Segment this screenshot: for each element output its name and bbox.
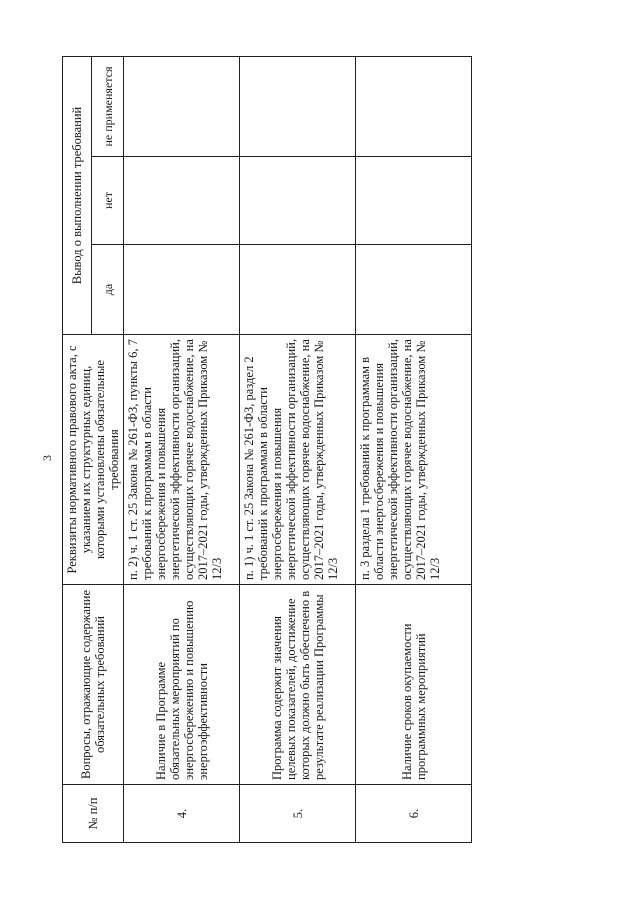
row-na-cell[interactable] xyxy=(356,56,472,156)
header-na: не применяется xyxy=(92,56,124,156)
row-no-cell[interactable] xyxy=(240,157,356,245)
table-row xyxy=(240,56,356,842)
row-yes-cell[interactable] xyxy=(356,245,472,335)
row-num: 6. xyxy=(356,785,472,843)
row-requisites: п. 3 раздела 1 требований к программам в области энергосбережения и повышения энергетической эффективности организаций, осуществляющих горячее водоснабжение, на 2017–2021 годы, утвержденных Приказом № 12/3 xyxy=(356,335,472,585)
row-num: 5. xyxy=(240,785,356,843)
header-no: нет xyxy=(92,157,124,245)
row-num: 4. xyxy=(124,785,240,843)
table-row xyxy=(356,56,472,842)
header-question: Вопросы, отражающие содержание обязательных требований xyxy=(63,585,124,785)
row-yes-cell[interactable] xyxy=(240,245,356,335)
header-num: № п/п xyxy=(63,785,124,843)
table-row xyxy=(124,56,240,842)
row-no-cell[interactable] xyxy=(356,157,472,245)
header-yes: да xyxy=(92,245,124,335)
row-na-cell[interactable] xyxy=(240,56,356,156)
row-question: Наличие сроков окупаемости программных мероприятий xyxy=(356,585,472,785)
header-requisites: Реквизиты нормативного правового акта, с указанием их структурных единиц, которыми установлены обязательные требования xyxy=(63,335,124,585)
row-requisites: п. 1) ч. 1 ст. 25 Закона № 261-ФЗ, раздел 2 требований к программам в области энергосбережения и повышения энергетической эффективности организаций, осуществляющих горячее водоснабжение, на 2017–2021 годы, утвержденных Приказом № 12/3 xyxy=(240,335,356,585)
page-number: 3 xyxy=(40,455,54,461)
requirements-table xyxy=(62,56,472,843)
rotated-table-container xyxy=(62,57,442,843)
row-na-cell[interactable] xyxy=(124,56,240,156)
header-conclusion: Вывод о выполнении требований xyxy=(63,56,92,334)
row-question: Наличие в Программе обязательных мероприятий по энергосбережению и повышению энергоэффективности xyxy=(124,585,240,785)
row-requisites: п. 2) ч. 1 ст. 25 Закона № 261-ФЗ, пункты 6, 7 требований к программам в области энергосбережения и повышения энергетической эффективности организаций, осуществляющих горячее водоснабжение, на 2017–2021 годы, утвержденных Приказом № 12/3 xyxy=(124,335,240,585)
row-no-cell[interactable] xyxy=(124,157,240,245)
row-yes-cell[interactable] xyxy=(124,245,240,335)
row-question: Программа содержит значения целевых показателей, достижение которых должно быть обеспечено в результате реализации Программы xyxy=(240,585,356,785)
